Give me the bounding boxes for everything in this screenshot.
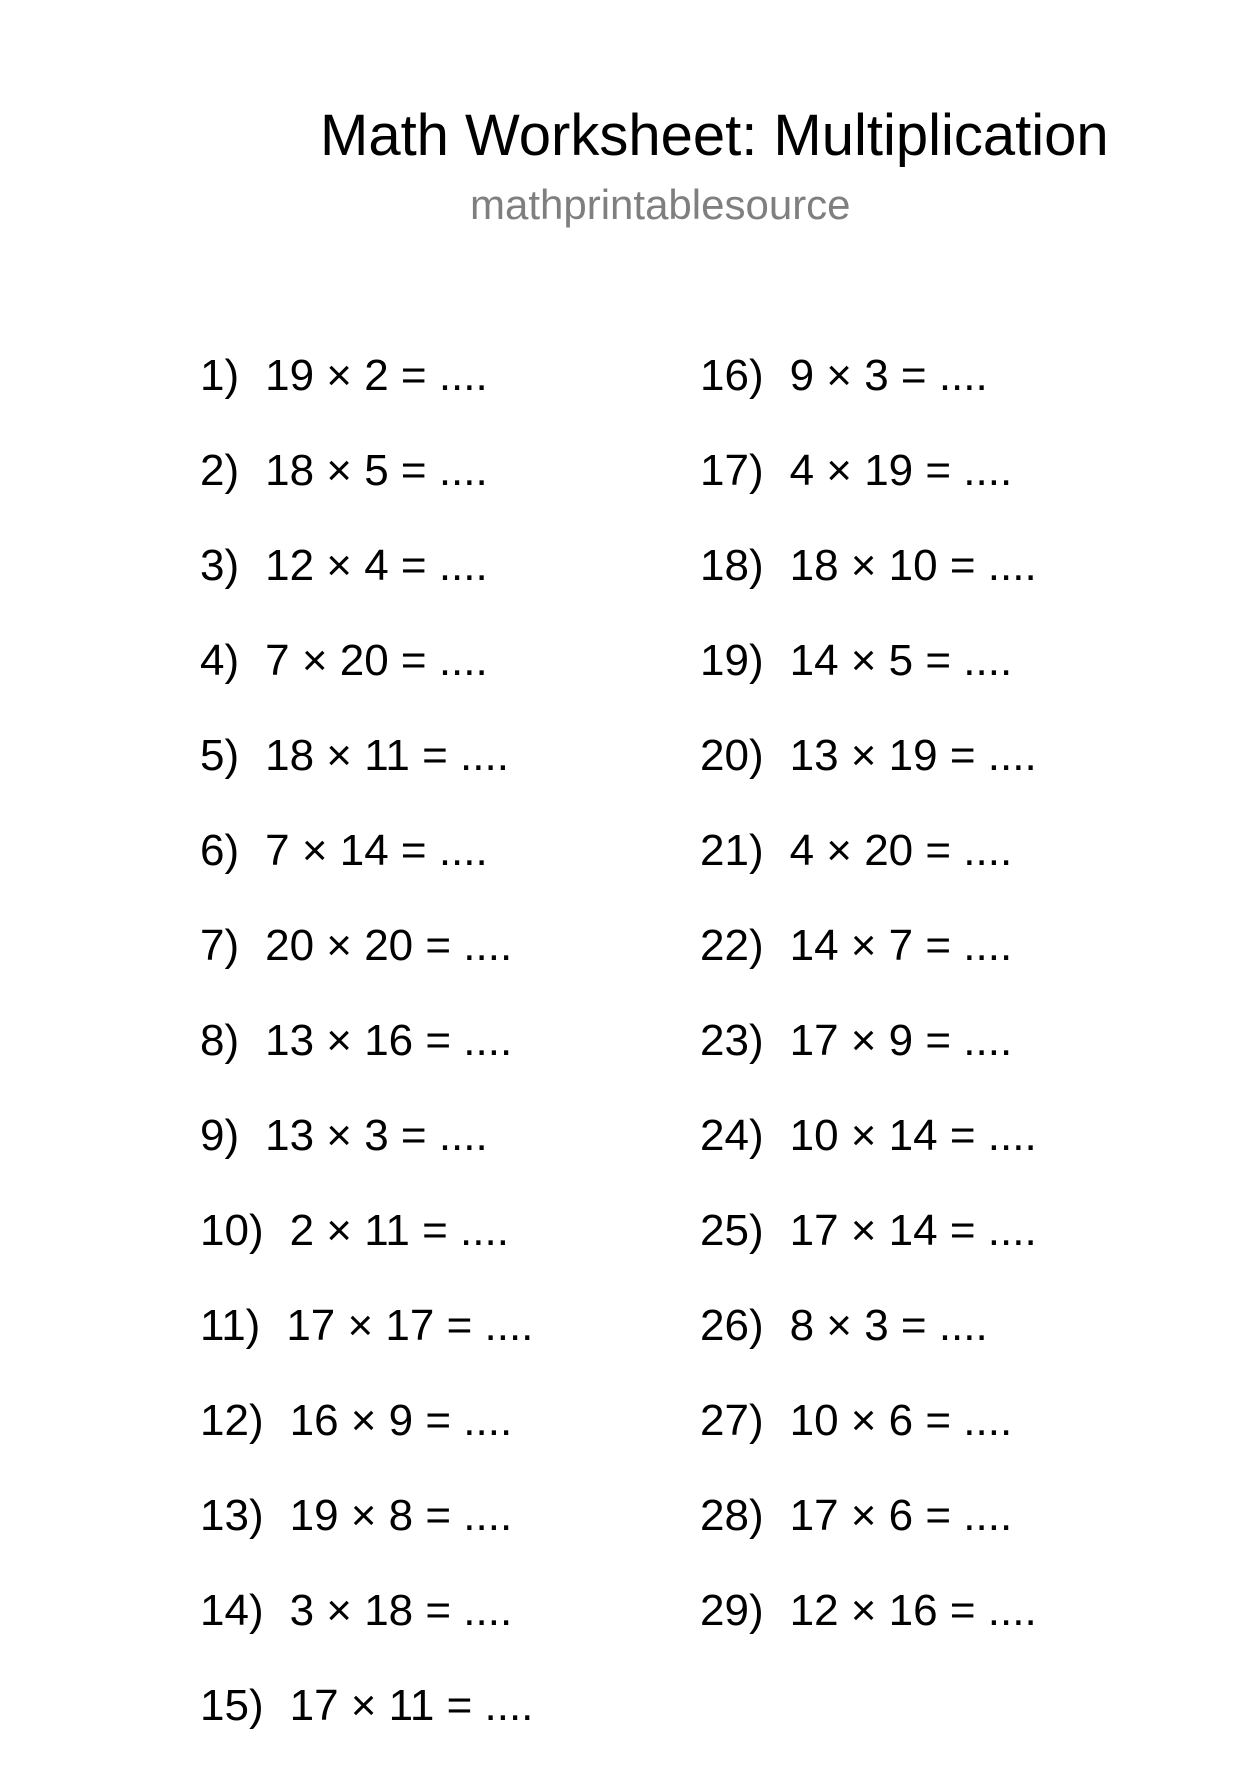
problem-item — [700, 441, 1037, 536]
problem-item — [700, 1391, 1037, 1486]
problem-expression: 13 × 3 = .... — [265, 1111, 488, 1160]
problem-expression: 17 × 11 = .... — [289, 1681, 534, 1730]
problem-item — [700, 1201, 1037, 1296]
problem-number: 10) — [200, 1206, 264, 1255]
problem-item — [200, 441, 533, 536]
problem-number: 13) — [200, 1491, 264, 1540]
problem-number: 17) — [700, 446, 764, 495]
problem-number: 18) — [700, 541, 764, 590]
problem-item — [700, 726, 1037, 821]
problem-expression: 19 × 8 = .... — [289, 1491, 513, 1540]
problem-expression: 13 × 16 = .... — [265, 1016, 513, 1065]
problem-item — [200, 1296, 533, 1391]
problem-expression: 12 × 16 = .... — [789, 1586, 1037, 1635]
problem-item — [200, 1581, 533, 1676]
problem-item — [700, 1581, 1037, 1676]
page-title: Math Worksheet: Multiplication — [320, 103, 1109, 168]
problem-item — [700, 631, 1037, 726]
problem-number: 2) — [200, 446, 240, 495]
problem-number: 7) — [200, 921, 240, 970]
problem-expression: 3 × 18 = .... — [289, 1586, 513, 1635]
problem-number: 15) — [200, 1681, 264, 1730]
problem-item — [200, 536, 533, 631]
problem-expression: 2 × 11 = .... — [289, 1206, 509, 1255]
problem-item — [200, 1676, 533, 1771]
problem-number: 3) — [200, 541, 240, 590]
problem-expression: 8 × 3 = .... — [789, 1301, 988, 1350]
problem-item — [700, 821, 1037, 916]
problem-item — [700, 536, 1037, 631]
problem-expression: 20 × 20 = .... — [265, 921, 513, 970]
problem-item — [200, 726, 533, 821]
problem-number: 20) — [700, 731, 764, 780]
page-subtitle: mathprintablesource — [470, 181, 851, 228]
problem-number: 6) — [200, 826, 240, 875]
problem-expression: 10 × 14 = .... — [789, 1111, 1037, 1160]
problem-number: 12) — [200, 1396, 264, 1445]
problem-number: 21) — [700, 826, 764, 875]
problem-item — [700, 916, 1037, 1011]
problem-item — [200, 1011, 533, 1106]
problem-number: 29) — [700, 1586, 764, 1635]
problem-number: 28) — [700, 1491, 764, 1540]
problem-expression: 13 × 19 = .... — [789, 731, 1037, 780]
problem-item — [700, 1486, 1037, 1581]
problem-number: 8) — [200, 1016, 240, 1065]
problem-expression: 7 × 20 = .... — [265, 636, 488, 685]
problem-expression: 14 × 7 = .... — [789, 921, 1013, 970]
problem-item — [200, 821, 533, 916]
problem-item — [200, 1391, 533, 1486]
problem-item — [200, 1486, 533, 1581]
problem-number: 9) — [200, 1111, 240, 1160]
problem-item — [200, 1106, 533, 1201]
problem-expression: 14 × 5 = .... — [789, 636, 1013, 685]
problem-expression: 17 × 9 = .... — [789, 1016, 1013, 1065]
problem-item — [700, 1296, 1037, 1391]
problem-expression: 4 × 20 = .... — [789, 826, 1013, 875]
problem-number: 1) — [200, 351, 240, 400]
problem-number: 19) — [700, 636, 764, 685]
problem-expression: 18 × 10 = .... — [789, 541, 1037, 590]
problem-number: 23) — [700, 1016, 764, 1065]
problem-number: 16) — [700, 351, 764, 400]
problem-number: 26) — [700, 1301, 764, 1350]
problem-expression: 16 × 9 = .... — [289, 1396, 513, 1445]
problem-number: 27) — [700, 1396, 764, 1445]
problem-item — [200, 346, 533, 441]
problem-item — [200, 916, 533, 1011]
problem-expression: 17 × 6 = .... — [789, 1491, 1013, 1540]
problem-item — [700, 346, 1037, 441]
problem-expression: 19 × 2 = .... — [265, 351, 488, 400]
problem-number: 25) — [700, 1206, 764, 1255]
problem-expression: 17 × 17 = .... — [286, 1301, 534, 1350]
problem-expression: 10 × 6 = .... — [789, 1396, 1013, 1445]
problem-expression: 18 × 5 = .... — [265, 446, 488, 495]
problem-item — [700, 1106, 1037, 1201]
problem-expression: 9 × 3 = .... — [789, 351, 988, 400]
problem-expression: 7 × 14 = .... — [265, 826, 488, 875]
problem-number: 24) — [700, 1111, 764, 1160]
problem-number: 14) — [200, 1586, 264, 1635]
problem-item — [700, 1011, 1037, 1106]
problem-list-left — [200, 346, 533, 1771]
problem-number: 5) — [200, 731, 240, 780]
problem-expression: 18 × 11 = .... — [265, 731, 509, 780]
problem-expression: 17 × 14 = .... — [789, 1206, 1037, 1255]
problem-list-right — [700, 346, 1037, 1676]
problem-number: 22) — [700, 921, 764, 970]
problem-item — [200, 1201, 533, 1296]
problem-number: 11) — [200, 1301, 261, 1350]
problem-item — [200, 631, 533, 726]
problem-expression: 4 × 19 = .... — [789, 446, 1013, 495]
problem-expression: 12 × 4 = .... — [265, 541, 488, 590]
problem-number: 4) — [200, 636, 240, 685]
